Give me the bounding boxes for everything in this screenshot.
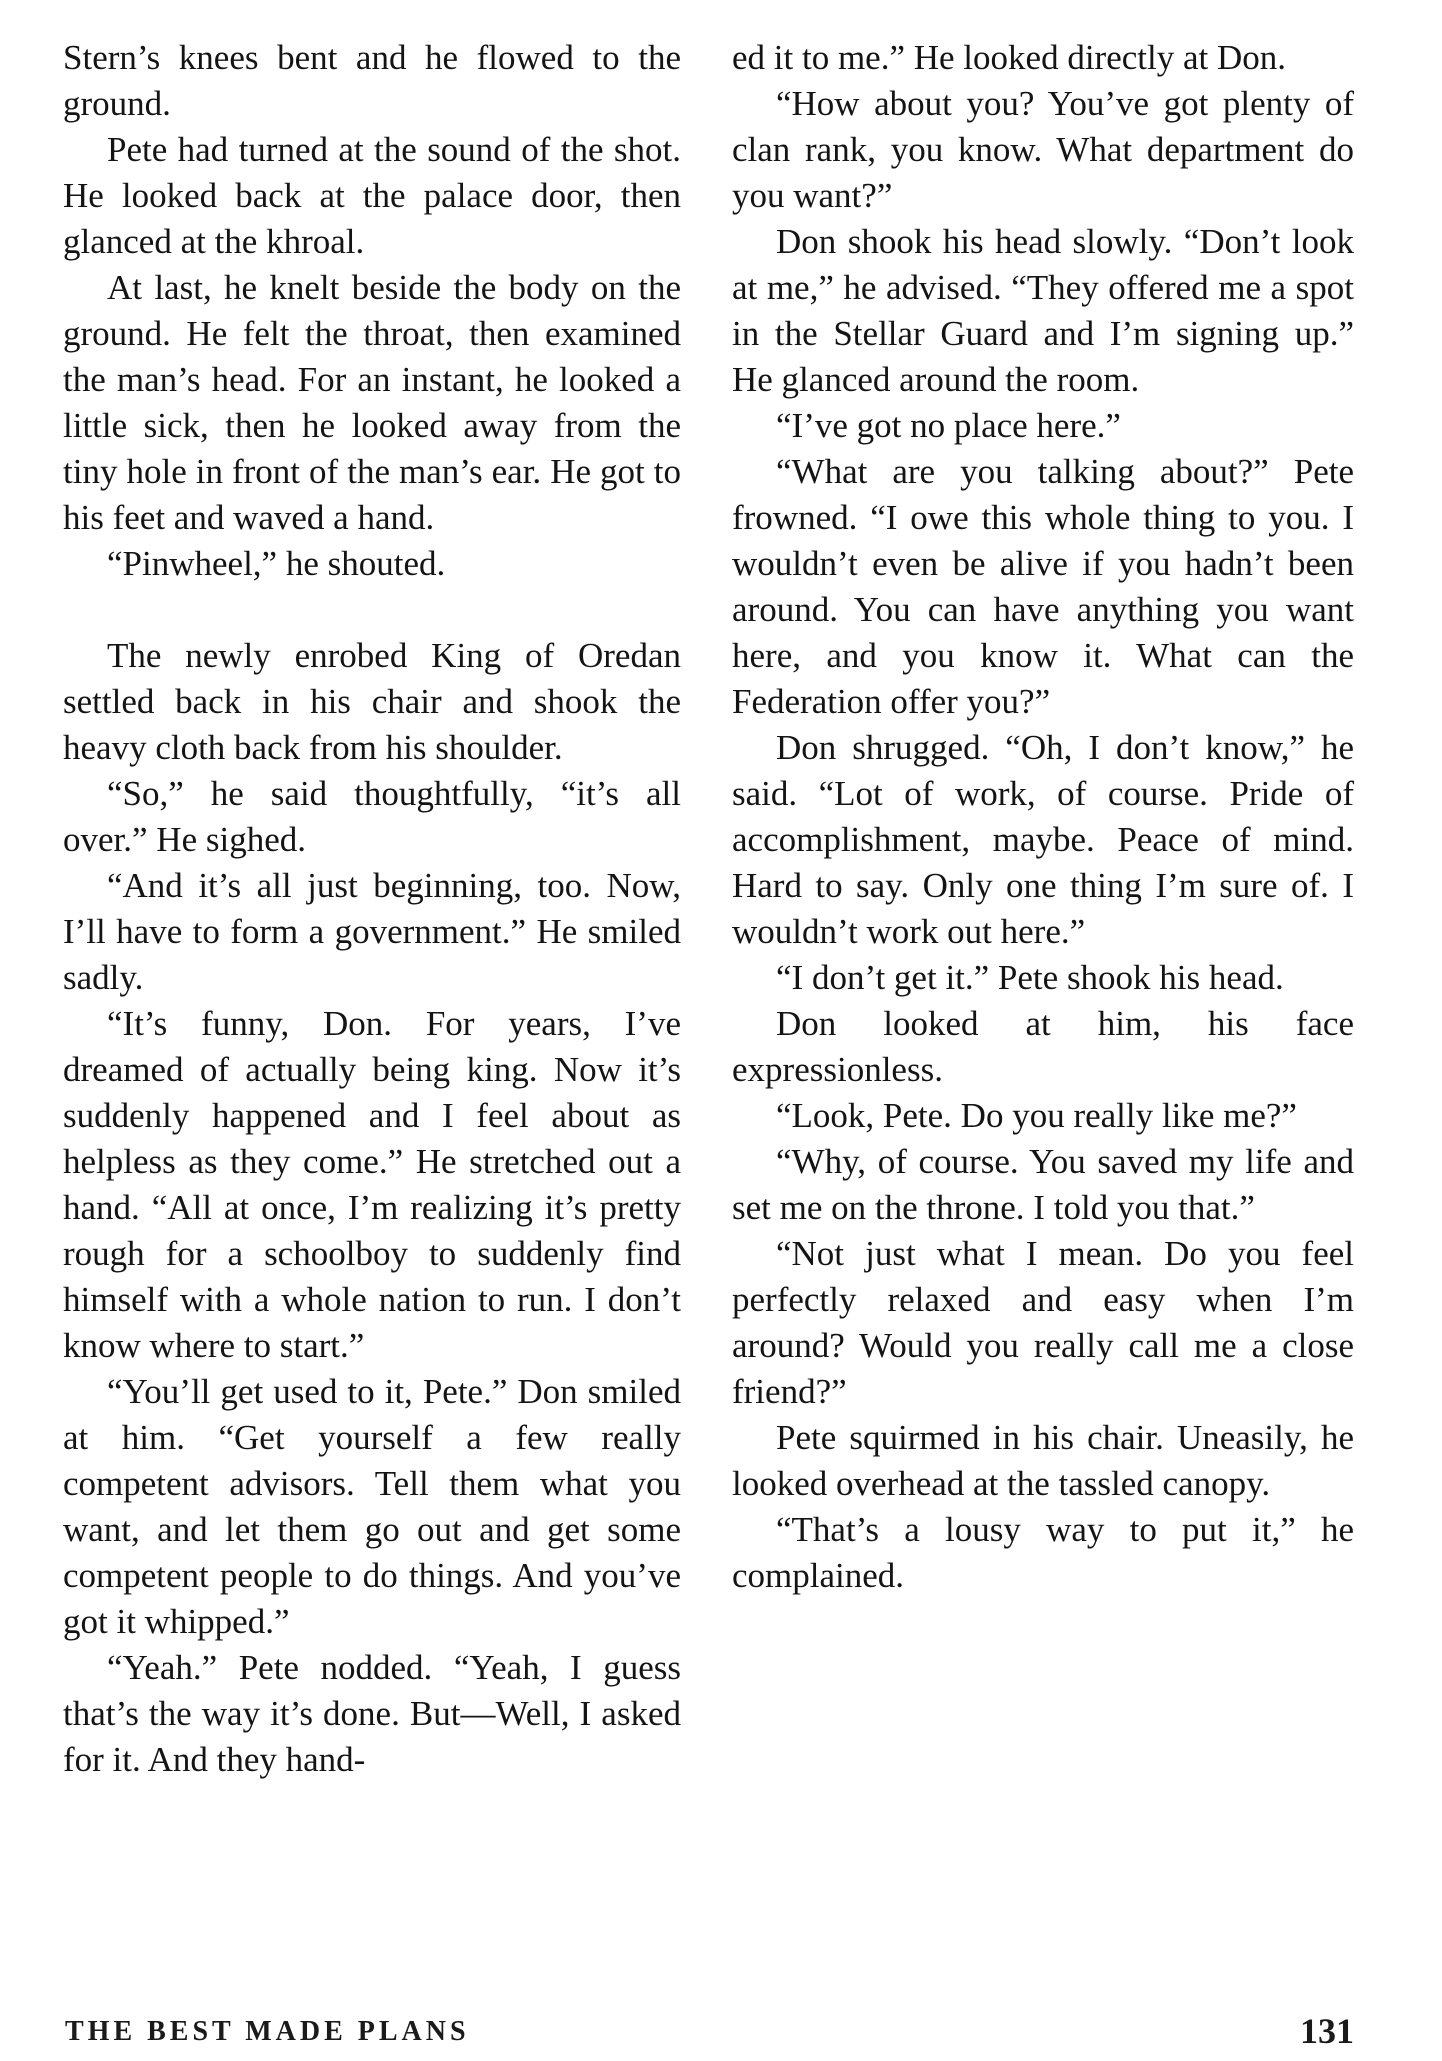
paragraph: Don looked at him, his face expressionless. <box>732 1004 1354 1089</box>
page-footer <box>65 2011 1354 2056</box>
page-number: 131 <box>1300 2011 1354 2051</box>
paragraph: ed it to me.” He looked directly at Don. <box>732 38 1287 77</box>
paragraph: “How about you? You’ve got plenty of clan rank, you know. What department do you want?” <box>732 84 1354 215</box>
paragraph: “Look, Pete. Do you really like me?” <box>776 1096 1297 1135</box>
paragraph: “Not just what I mean. Do you feel perfectly relaxed and easy when I’m around? Would you really call me a close friend?” <box>732 1234 1354 1411</box>
paragraph: “I’ve got no place here.” <box>776 406 1121 445</box>
paragraph: Don shook his head slowly. “Don’t look at me,” he advised. “They offered me a spot in the Stellar Guard and I’m signing up.” He glanced around the room. <box>732 222 1354 399</box>
paragraph: “I don’t get it.” Pete shook his head. <box>776 958 1284 997</box>
paragraph: “What are you talking about?” Pete frowned. “I owe this whole thing to you. I wouldn’t even be alive if you hadn’t been around. You can have anything you want here, and you know it. What can the Federation offer you?” <box>732 452 1354 721</box>
paragraph: “And it’s all just beginning, too. Now, I’ll have to form a government.” He smiled sadly. <box>63 866 681 997</box>
paragraph: “So,” he said thoughtfully, “it’s all over.” He sighed. <box>63 774 681 859</box>
paragraph: Pete squirmed in his chair. Uneasily, he looked overhead at the tassled canopy. <box>732 1418 1354 1503</box>
paragraph: “That’s a lousy way to put it,” he complained. <box>732 1510 1354 1595</box>
paragraph: “Yeah.” Pete nodded. “Yeah, I guess that’s the way it’s done. But—Well, I asked for it. And they hand- <box>63 1648 681 1779</box>
paragraph: Pete had turned at the sound of the shot. He looked back at the palace door, then glanced at the khroal. <box>63 130 681 261</box>
running-title: THE BEST MADE PLANS <box>65 2016 470 2047</box>
paragraph: “It’s funny, Don. For years, I’ve dreamed of actually being king. Now it’s suddenly happened and I feel about as helpless as they come.” He stretched out a hand. “All at once, I’m realizing it’s pretty rough for a schoolboy to suddenly find himself with a whole nation to run. I don’t know where to start.” <box>63 1004 681 1365</box>
paragraph: Stern’s knees bent and he flowed to the ground. <box>63 38 681 123</box>
paragraph: “Why, of course. You saved my life and set me on the throne. I told you that.” <box>732 1142 1354 1227</box>
paragraph: At last, he knelt beside the body on the ground. He felt the throat, then examined the man’s head. For an instant, he looked a little sick, then he looked away from the tiny hole in front of the man’s ear. He got to his feet and waved a hand. <box>63 268 681 537</box>
paragraph: Don shrugged. “Oh, I don’t know,” he said. “Lot of work, of course. Pride of accomplishment, maybe. Peace of mind. Hard to say. Only one thing I’m sure of. I wouldn’t work out here.” <box>732 728 1354 951</box>
left-column <box>63 35 681 1783</box>
paragraph: “Pinwheel,” he shouted. <box>107 544 446 583</box>
right-column <box>732 35 1354 1599</box>
paragraph: The newly enrobed King of Oredan settled back in his chair and shook the heavy cloth back from his shoulder. <box>63 636 681 767</box>
paragraph: “You’ll get used to it, Pete.” Don smiled at him. “Get yourself a few really competent advisors. Tell them what you want, and let them go out and get some competent people to do things. And you’ve got it whipped.” <box>63 1372 681 1641</box>
